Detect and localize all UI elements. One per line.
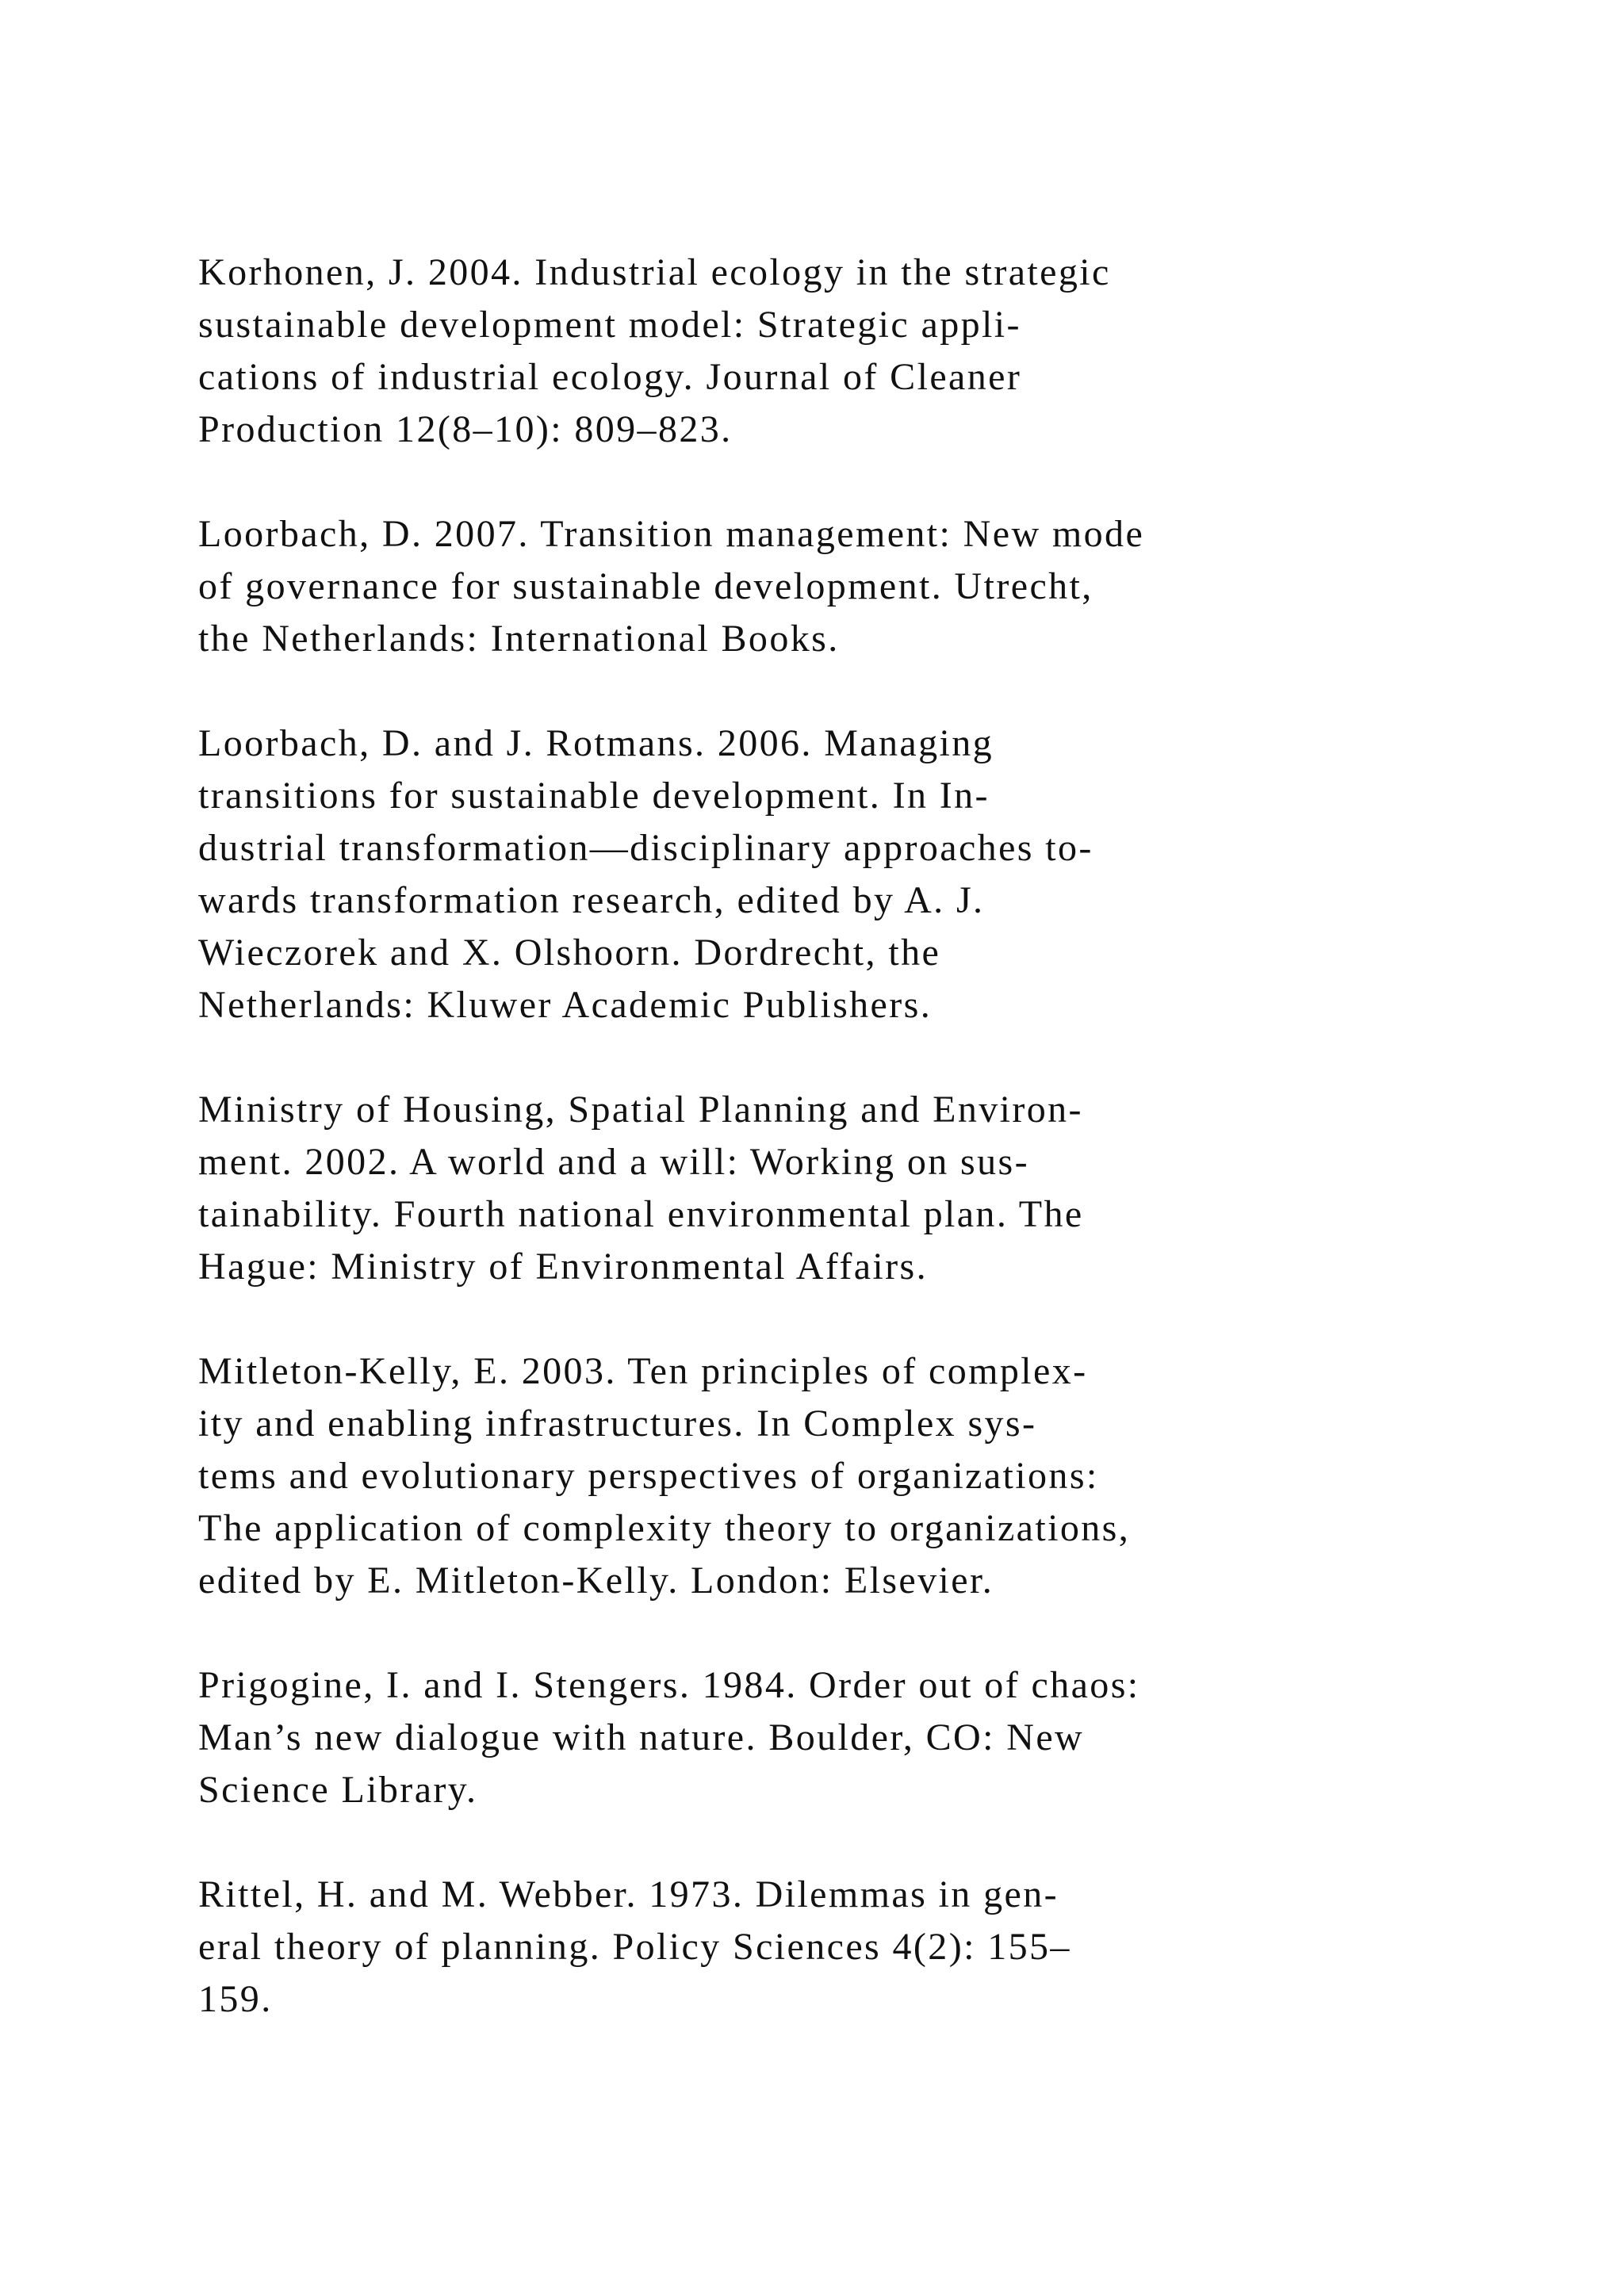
reference-line: Man’s new dialogue with nature. Boulder, CO: New <box>198 1716 1085 1758</box>
reference-line: sustainable development model: Strategic appli- <box>198 304 1021 346</box>
reference-line: edited by E. Mitleton-Kelly. London: Elsevier. <box>198 1559 994 1601</box>
reference-list <box>198 247 1546 2078</box>
reference-line: ment. 2002. A world and a will: Working on sus- <box>198 1141 1030 1183</box>
reference-line: ity and enabling infrastructures. In Complex sys- <box>198 1402 1037 1445</box>
reference-line: Loorbach, D. 2007. Transition management: New mode <box>198 513 1145 555</box>
reference-line: 159. <box>198 1978 273 2020</box>
reference-line: Ministry of Housing, Spatial Planning and Environ- <box>198 1089 1083 1131</box>
reference-line: tainability. Fourth national environmental plan. The <box>198 1193 1084 1235</box>
reference-line: transitions for sustainable development. In In- <box>198 775 990 817</box>
reference-line: wards transformation research, edited by A. J. <box>198 879 985 921</box>
reference-line: Hague: Ministry of Environmental Affairs. <box>198 1246 929 1288</box>
reference-line: Wieczorek and X. Olshoorn. Dordrecht, the <box>198 932 941 974</box>
reference-entry <box>198 1345 1546 1607</box>
reference-line: tems and evolutionary perspectives of organizations: <box>198 1455 1099 1497</box>
reference-entry <box>198 1659 1546 1816</box>
reference-entry <box>198 508 1546 665</box>
reference-line: The application of complexity theory to organizations, <box>198 1507 1131 1549</box>
reference-entry <box>198 718 1546 1031</box>
reference-line: Mitleton-Kelly, E. 2003. Ten principles of complex- <box>198 1350 1088 1392</box>
reference-line: cations of industrial ecology. Journal of Cleaner <box>198 356 1022 398</box>
reference-line: Production 12(8–10): 809–823. <box>198 408 733 450</box>
reference-line: Loorbach, D. and J. Rotmans. 2006. Managing <box>198 722 994 764</box>
reference-entry <box>198 1869 1546 2026</box>
reference-line: Rittel, H. and M. Webber. 1973. Dilemmas in gen- <box>198 1873 1059 1915</box>
reference-line: the Netherlands: International Books. <box>198 618 840 660</box>
reference-line: Netherlands: Kluwer Academic Publishers. <box>198 984 933 1026</box>
reference-line: Prigogine, I. and I. Stengers. 1984. Order out of chaos: <box>198 1664 1140 1706</box>
reference-entry <box>198 247 1546 456</box>
reference-line: dustrial transformation—disciplinary approaches to- <box>198 827 1094 869</box>
reference-line: of governance for sustainable development. Utrecht, <box>198 565 1094 607</box>
reference-line: eral theory of planning. Policy Sciences 4(2): 155– <box>198 1926 1071 1968</box>
reference-line: Korhonen, J. 2004. Industrial ecology in the strategic <box>198 251 1111 293</box>
reference-line: Science Library. <box>198 1769 478 1811</box>
reference-entry <box>198 1084 1546 1293</box>
